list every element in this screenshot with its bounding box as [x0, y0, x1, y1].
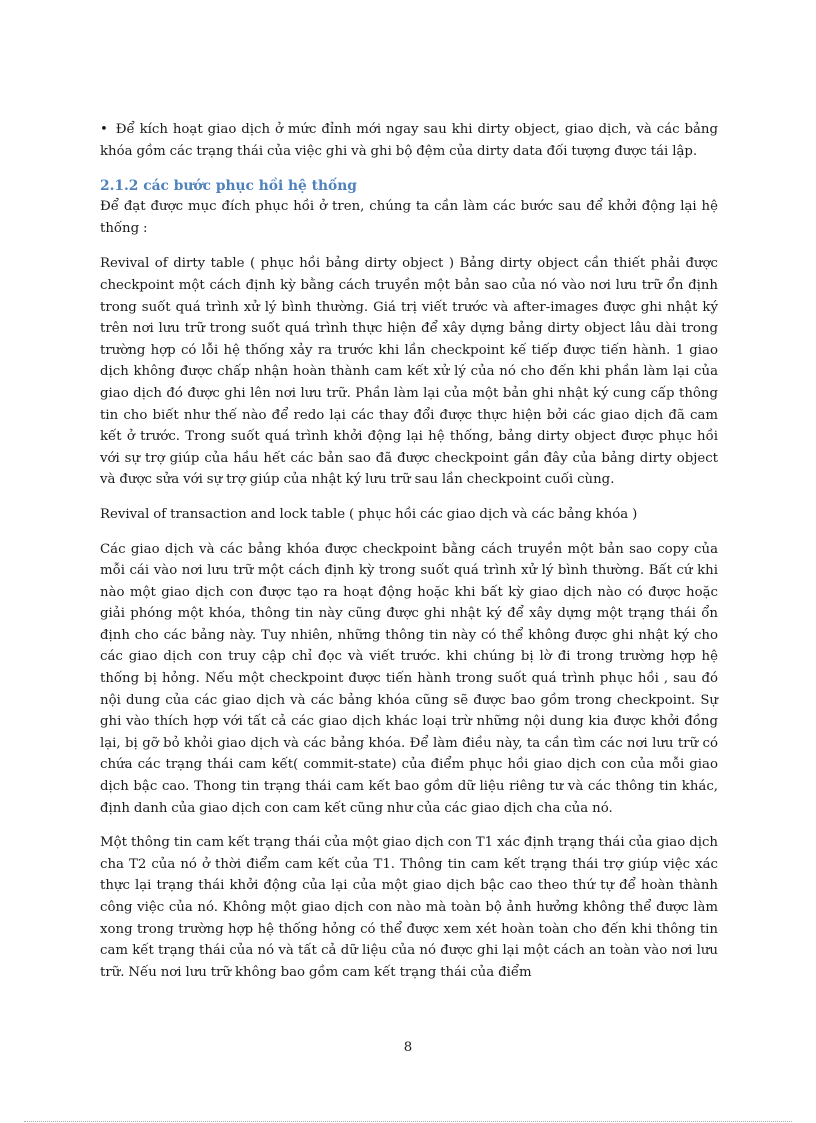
paragraph-transaction-lock: Các giao dịch và các bảng khóa được checkpoint bằng cách truyền một bản sao copy của mỗi cái vào nơi lưu trữ một cách định kỳ trong suốt quá trình xử lý bình thường. Bất cứ khi nào một giao dịch con được tạo ra hoạt động hoặc khi bất kỳ giao dịch nào có được hoặc giải phóng một khóa, thông tin này cũng được ghi nhật ký để xây dựng một trạng thái ổn định cho các bảng này. Tuy nhiên, những thông tin này có thể không được ghi nhật ký cho các giao dịch con truy cập chỉ đọc và viết trước. khi chúng bị lờ đi trong trường hợp hệ thống bị hỏng. Nếu một checkpoint được tiến hành trong suốt quá trình phục hồi , sau đó nội dung của các giao dịch và các bảng khóa cũng sẽ được bao gồm trong checkpoint. Sự ghi vào thích hợp với tất cả các giao dịch khác loại trừ những nội dung kia được khởi đồng lại, bị gỡ bỏ khỏi giao dịch và các bảng khóa. Để làm điều này, ta cần tìm các nơi lưu trữ có chứa các trạng thái cam kết( commit-state) của điểm phục hồi giao dịch con của mỗi giao dịch bậc cao. Thong tin trạng thái cam kết bao gồm dữ liệu riêng tư và các thông tin khác, định danh của giao dịch con cam kết cũng như của các giao dịch cha của nó. — [100, 541, 718, 816]
paragraph-transaction-lock-title: Revival of transaction and lock table ( phục hồi các giao dịch và các bảng khóa ) — [100, 506, 638, 522]
section-heading: 2.1.2 các bước phục hồi hệ thống — [100, 178, 357, 195]
page-bottom-border — [24, 1121, 792, 1122]
bullet-paragraph — [100, 119, 718, 162]
page-content — [100, 119, 718, 996]
bullet-symbol: • — [100, 122, 108, 137]
page-number: 8 — [403, 1040, 413, 1055]
section-intro: Để đạt được mục đích phục hồi ở tren, chúng ta cần làm các bước sau để khởi động lại hệ thống : — [100, 199, 718, 236]
bullet-text: Để kích hoạt giao dịch ở mức đỉnh mới ngay sau khi dirty object, giao dịch, và các bảng khóa gồm các trạng thái của việc ghi và ghi bộ đệm của dirty data đối tượng được tái lập. — [100, 122, 718, 159]
paragraph-commit-state: Một thông tin cam kết trạng thái của một giao dịch con T1 xác định trạng thái của giao dịch cha T2 của nó ở thời điểm cam kết của T1. Thông tin cam kết trạng thái trợ giúp việc xác thực lại trạng thái khởi động của lại của một giao dịch bậc cao theo thứ tự để hoàn thành công việc của nó. Không một giao dịch con nào mà toàn bộ ảnh hưởng không thể được làm xong trong trường hợp hệ thống hỏng có thể được xem xét hoàn toàn cho đến khi thông tin cam kết trạng thái của nó và tất cả dữ liệu của nó được ghi lại một cách an toàn vào nơi lưu trữ. Nếu nơi lưu trữ không bao gồm cam kết trạng thái của điểm — [100, 835, 718, 980]
paragraph-dirty-table: Revival of dirty table ( phục hồi bảng dirty object ) Bảng dirty object cần thiết phải được checkpoint một cách định kỳ bằng cách truyền một bản sao của nó vào nơi lưu trữ ổn định trong suốt quá trình xử lý bình thường. Giá trị viết trước và after-images được ghi nhật ký trên nơi lưu trữ trong suốt quá trình thực hiện để xây dựng bảng dirty object lâu dài trong trường hợp có lỗi hệ thống xảy ra trước khi lần checkpoint kế tiếp được tiến hành. 1 giao dịch không được chấp nhận hoàn thành cam kết xử lý của nó cho đến khi phần làm lại của giao dịch đó được ghi lên nơi lưu trữ. Phần làm lại của một bản ghi nhật ký cung cấp thông tin cho biết như thế nào để redo lại các thay đổi được thực hiện bởi các giao dịch đã cam kết ở trước. Trong suốt quá trình khởi động lại hệ thống, bảng dirty object được phục hồi với sự trợ giúp của hầu hết các bản sao đã được checkpoint gần đây của bảng dirty object và được sửa với sự trợ giúp của nhật ký lưu trữ sau lần checkpoint cuối cùng. — [100, 256, 718, 488]
